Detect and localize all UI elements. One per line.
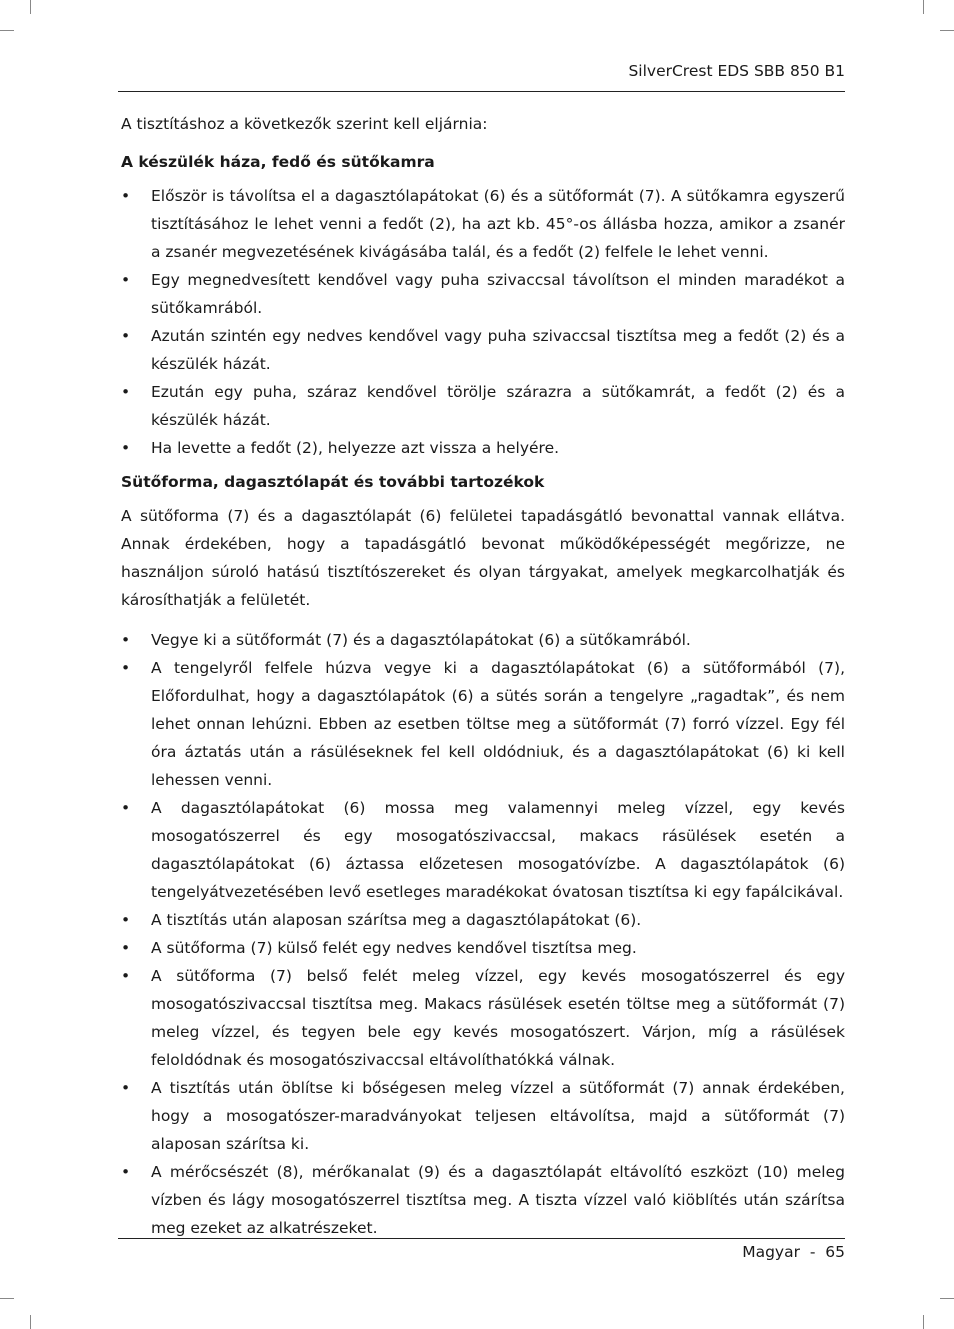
crop-mark [0,1298,14,1299]
footer-rule [118,1238,845,1239]
list-item: • A sütőforma (7) külső felét egy nedves kendővel tisztítsa meg. [121,934,845,962]
bullet-icon: • [121,271,131,289]
list-item: • Egy megnedvesített kendővel vagy puha szivaccsal távolítson el minden maradékot a sütőkamrából. [121,266,845,322]
list-item: • Azután szintén egy nedves kendővel vagy puha szivaccsal tisztítsa meg a fedőt (2) és a készülék házát. [121,322,845,378]
list-item: • A tisztítás után alaposan szárítsa meg a dagasztólapátokat (6). [121,906,845,934]
list-item: • Először is távolítsa el a dagasztólapátokat (6) és a sütőformát (7). A sütőkamra egyszerű tisztításához le lehet venni a fedőt (2), ha azt kb. 45°-os állásba hozza, amikor a zsanér a zsanér megvezetésének kivágásába talál, és a fedőt (2) felfele le lehet venni. [121,182,845,266]
crop-mark [940,30,954,31]
list-item: • A tengelyről felfele húzva vegye ki a dagasztólapátokat (6) a sütőformából (7), Előfordulhat, hogy a dagasztólapátok (6) a sütés során a tengelyre „ragadtak”, és nem lehet onnan lehúzni. Ebben az esetben töltse meg a sütőformát (7) forró vízzel. Egy fél óra áztatás után a rásüléseknek fel kell oldódniuk, és a dagasztólapátokat (6) ki kell lehessen venni. [121,654,845,794]
bullet-icon: • [121,439,131,457]
running-header: SilverCrest EDS SBB 850 B1 [628,62,845,80]
bullet-icon: • [121,187,131,205]
crop-mark [923,1315,924,1329]
list-item: • Ezután egy puha, száraz kendővel törölje szárazra a sütőkamrát, a fedőt (2) és a készülék házát. [121,378,845,434]
section-heading-housing: A készülék háza, fedő és sütőkamra [121,153,435,171]
bullet-icon: • [121,1163,131,1181]
accessories-paragraph: A sütőforma (7) és a dagasztólapát (6) felületei tapadásgátló bevonattal vannak ellátva. Annak érdekében, hogy a tapadásgátló bevonat működőképességét megőrizze, ne használjon súroló hatású tisztítószereket és olyan tárgyakat, amelyek megkarcolhatják és károsíthatják a felületét. [121,507,845,609]
crop-mark [923,0,924,14]
bullet-icon: • [121,1079,131,1097]
bullet-icon: • [121,631,131,649]
page-body [121,110,845,1242]
bullet-icon: • [121,659,131,677]
crop-mark [0,30,14,31]
intro-text: A tisztításhoz a következők szerint kell eljárnia: [121,115,488,133]
crop-mark [30,0,31,14]
bullet-icon: • [121,939,131,957]
bullet-icon: • [121,911,131,929]
crop-mark [30,1315,31,1329]
housing-cleaning-list [121,182,845,462]
list-item: • Vegye ki a sütőformát (7) és a dagasztólapátokat (6) a sütőkamrából. [121,626,845,654]
bullet-icon: • [121,799,131,817]
bullet-icon: • [121,967,131,985]
crop-mark [940,1298,954,1299]
list-item: • A tisztítás után öblítse ki bőségesen meleg vízzel a sütőformát (7) annak érdekében, hogy a mosogatószer-maradványokat teljesen eltávolítsa, majd a sütőformát (7) alaposan szárítsa ki. [121,1074,845,1158]
list-item: • Ha levette a fedőt (2), helyezze azt vissza a helyére. [121,434,845,462]
list-item: • A dagasztólapátokat (6) mossa meg valamennyi meleg vízzel, egy kevés mosogatószerrel és egy mosogatószivaccsal, makacs rásülések esetén a dagasztólapátokat (6) áztassa előzetesen mosogatóvízbe. A dagasztólapátok (6) tengelyátvezetésében levő esetleges maradékokat óvatosan tisztítsa ki egy fapálcikával. [121,794,845,906]
accessories-cleaning-list [121,626,845,1242]
bullet-icon: • [121,327,131,345]
list-item: • A mérőcsészét (8), mérőkanalat (9) és a dagasztólapát eltávolító eszközt (10) meleg vízben és lágy mosogatószerrel tisztítsa meg. A tiszta vízzel való kiöblítés után szárítsa meg ezeket az alkatrészeket. [121,1158,845,1242]
section-heading-accessories: Sütőforma, dagasztólapát és további tartozékok [121,473,545,491]
header-rule [118,91,845,92]
bullet-icon: • [121,383,131,401]
list-item: • A sütőforma (7) belső felét meleg vízzel, egy kevés mosogatószerrel és egy mosogatószivaccsal tisztítsa meg. Makacs rásülések esetén töltse meg a sütőformát (7) meleg vízzel, és tegyen bele egy kevés mosogatószert. Várjon, míg a rásülések feloldódnak és mosogatószivaccsal eltávolíthatókká válnak. [121,962,845,1074]
page-footer: Magyar - 65 [742,1243,845,1261]
